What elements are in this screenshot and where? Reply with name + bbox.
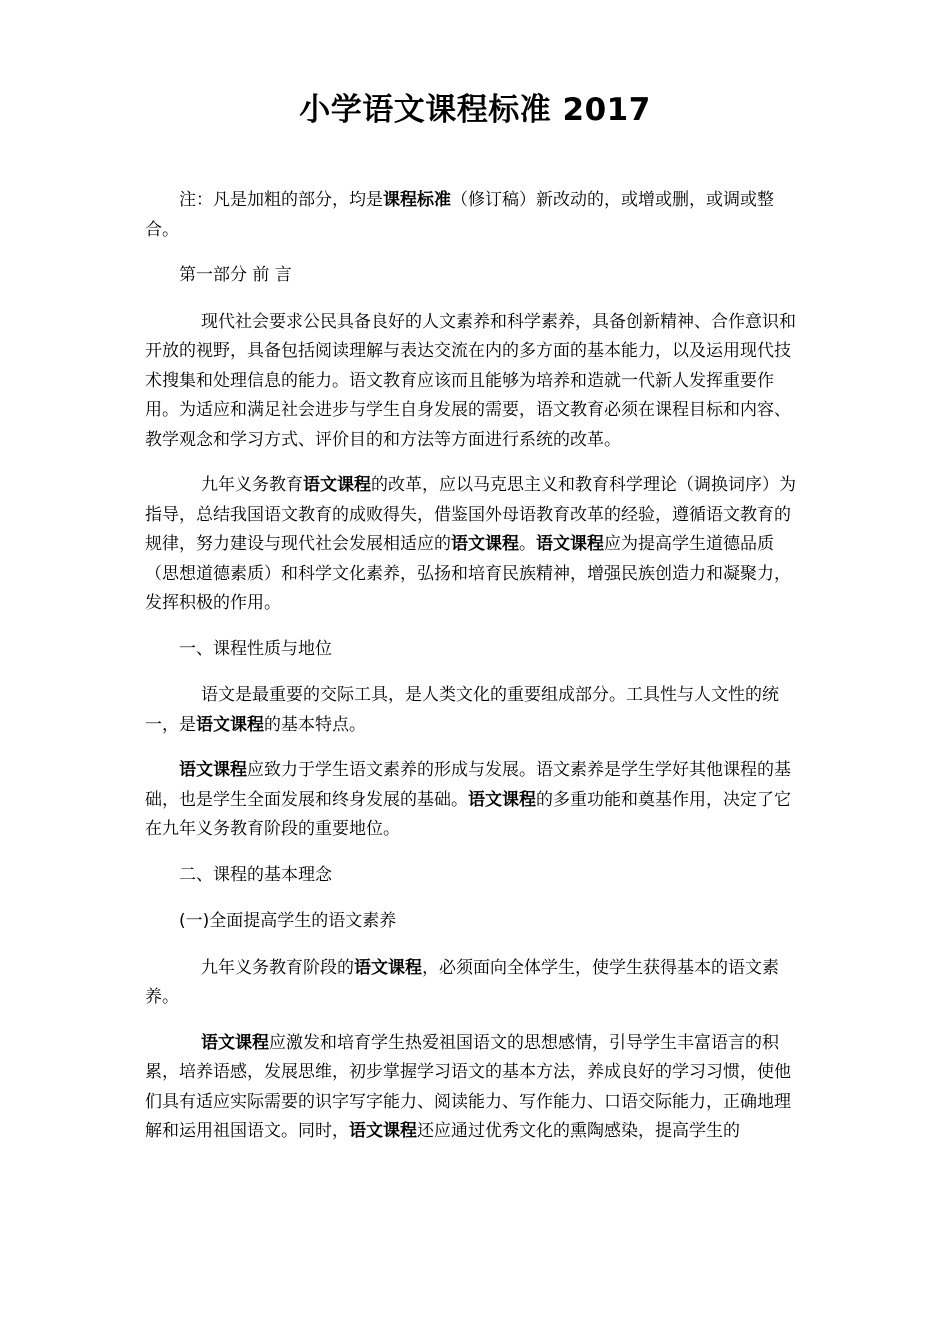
part1-heading: 第一部分 前 言 [179, 265, 292, 285]
bold-term: 语文课程 [179, 760, 247, 780]
paragraph-text: 语文是最重要的交际工具，是人类文化的重要组成部分。工具性与人文性的统一，是 [145, 685, 779, 735]
paragraph-literacy [145, 954, 805, 1013]
note-text: 注：凡是加粗的部分，均是 [179, 190, 383, 210]
paragraph-text: 的多重功能和奠基作用，决定了它在九年义务教育阶段的重要地位。 [145, 789, 791, 839]
bold-term: 语文课程 [536, 534, 604, 554]
document-body [145, 186, 805, 1163]
paragraph-text: 九年义务教育阶段的 [201, 957, 354, 978]
bold-term: 语文课程 [354, 957, 422, 978]
section2-heading: 二、课程的基本理念 [179, 864, 332, 885]
revision-note [145, 186, 805, 245]
paragraph-intro: 现代社会要求公民具备良好的人文素养和科学素养，具备创新精神、合作意识和开放的视野，具备包括阅读理解与表达交流在内的多方面的基本能力，以及运用现代技术搜集和处理信息的能力。语文教育应该而且能够为培养和造就一代新人发挥重要作用。为适应和满足社会进步与学生自身发展的需要，语文教育必须在课程目标和内容、教学观念和学习方式、评价目的和方法等方面进行系统的改革。 [145, 311, 796, 450]
paragraph-text: ，必须面向全体学生，使学生获得基本的语文素养。 [145, 957, 779, 1007]
note-text: （修订稿）新改动的，或增或删，或调或整合。 [145, 190, 774, 240]
paragraph-nature [145, 681, 805, 740]
bold-term: 语文课程 [196, 714, 264, 735]
paragraph-text: 应致力于学生语文素养的形成与发展。语文素养是学生学好其他课程的基础，也是学生全面发展和终身发展的基础。 [145, 760, 791, 810]
bold-term: 语文课程 [468, 789, 536, 810]
bold-term: 语文课程 [349, 1121, 417, 1141]
note-bold: 课程标准 [383, 190, 451, 210]
paragraph-text: 应为提高学生道德品质（思想道德素质）和科学文化素养，弘扬和培育民族精神，增强民族创造力和凝聚力，发挥积极的作用。 [145, 534, 791, 613]
bold-term: 语文课程 [451, 534, 519, 554]
paragraph-text: 九年义务教育 [201, 475, 303, 495]
bold-term: 语文课程 [303, 475, 371, 495]
paragraph-reform [145, 471, 805, 619]
paragraph-text: 还应通过优秀文化的熏陶感染，提高学生的 [417, 1121, 740, 1141]
subsection1-heading: (一)全面提高学生的语文素养 [179, 911, 397, 931]
paragraph-goals [145, 1029, 805, 1147]
document-title: 小学语文课程标准 2017 [299, 92, 651, 128]
paragraph-status [145, 756, 805, 845]
paragraph-text: 的改革，应以马克思主义和教育科学理论（调换词序）为指导，总结我国语文教育的成败得失，借鉴国外母语教育改革的经验，遵循语文教育的规律，努力建设与现代社会发展相适应的 [145, 475, 796, 554]
paragraph-text: 。 [519, 534, 536, 554]
paragraph-text: 应激发和培育学生热爱祖国语文的思想感情，引导学生丰富语言的积累，培养语感，发展思维，初步掌握学习语文的基本方法，养成良好的学习习惯，使他们具有适应实际需要的识字写字能力、阅读能力、写作能力、口语交际能力，正确地理解和运用祖国语文。同时， [145, 1032, 791, 1141]
bold-term: 语文课程 [201, 1032, 269, 1053]
paragraph-text: 的基本特点。 [264, 714, 366, 735]
section1-heading: 一、课程性质与地位 [179, 638, 332, 659]
